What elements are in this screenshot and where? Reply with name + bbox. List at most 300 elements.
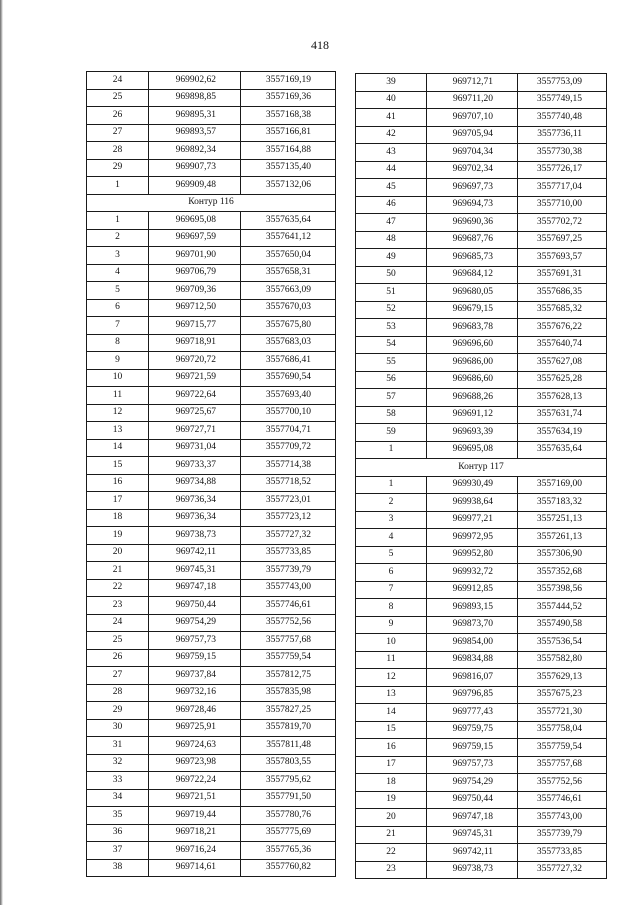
table-row — [87, 142, 336, 160]
table-row — [356, 319, 607, 337]
point-number-cell: 20 — [356, 809, 427, 827]
point-number-cell: 27 — [87, 124, 149, 142]
x-coordinate-cell: 969932,72 — [427, 564, 518, 582]
x-coordinate-cell: 969912,85 — [427, 581, 518, 599]
point-number-cell: 4 — [87, 264, 149, 282]
table-row — [87, 772, 336, 790]
contour-heading: Контур 116 — [87, 194, 336, 212]
table-row — [87, 439, 336, 457]
point-number-cell: 14 — [356, 704, 427, 722]
x-coordinate-cell: 969725,67 — [149, 404, 241, 422]
point-number-cell: 54 — [356, 336, 427, 354]
x-coordinate-cell: 969712,71 — [427, 74, 518, 92]
y-coordinate-cell: 3557536,54 — [518, 634, 607, 652]
table-row — [87, 334, 336, 352]
y-coordinate-cell: 3557700,10 — [241, 404, 336, 422]
y-coordinate-cell: 3557752,56 — [518, 774, 607, 792]
table-row — [356, 301, 607, 319]
x-coordinate-cell: 969750,44 — [149, 597, 241, 615]
y-coordinate-cell: 3557723,12 — [241, 509, 336, 527]
point-number-cell: 17 — [87, 492, 149, 510]
table-row — [87, 702, 336, 720]
x-coordinate-cell: 969738,73 — [427, 861, 518, 879]
x-coordinate-cell: 969720,72 — [149, 352, 241, 370]
point-number-cell: 23 — [87, 597, 149, 615]
table-row — [87, 89, 336, 107]
x-coordinate-cell: 969938,64 — [427, 494, 518, 512]
point-number-cell: 11 — [87, 387, 149, 405]
x-coordinate-cell: 969834,88 — [427, 651, 518, 669]
point-number-cell: 59 — [356, 424, 427, 442]
x-coordinate-cell: 969736,34 — [149, 492, 241, 510]
point-number-cell: 21 — [356, 826, 427, 844]
y-coordinate-cell: 3557627,08 — [518, 354, 607, 372]
table-row — [87, 282, 336, 300]
y-coordinate-cell: 3557352,68 — [518, 564, 607, 582]
table-row — [356, 739, 607, 757]
y-coordinate-cell: 3557733,85 — [518, 844, 607, 862]
x-coordinate-cell: 969757,73 — [427, 756, 518, 774]
y-coordinate-cell: 3557758,04 — [518, 721, 607, 739]
point-number-cell: 13 — [356, 686, 427, 704]
x-coordinate-cell: 969952,80 — [427, 546, 518, 564]
y-coordinate-cell: 3557261,13 — [518, 529, 607, 547]
y-coordinate-cell: 3557759,54 — [518, 739, 607, 757]
table-row — [356, 634, 607, 652]
x-coordinate-cell: 969909,48 — [149, 177, 241, 195]
y-coordinate-cell: 3557132,06 — [241, 177, 336, 195]
x-coordinate-cell: 969694,73 — [427, 196, 518, 214]
point-number-cell: 40 — [356, 91, 427, 109]
table-row — [87, 72, 336, 90]
table-row — [356, 599, 607, 617]
y-coordinate-cell: 3557835,98 — [241, 684, 336, 702]
x-coordinate-cell: 969685,73 — [427, 249, 518, 267]
table-row — [87, 457, 336, 475]
x-coordinate-cell: 969721,59 — [149, 369, 241, 387]
y-coordinate-cell: 3557183,32 — [518, 494, 607, 512]
y-coordinate-cell: 3557752,56 — [241, 614, 336, 632]
table-row — [87, 264, 336, 282]
point-number-cell: 29 — [87, 159, 149, 177]
point-number-cell: 2 — [356, 494, 427, 512]
table-row — [87, 859, 336, 877]
x-coordinate-cell: 969688,26 — [427, 389, 518, 407]
x-coordinate-cell: 969738,73 — [149, 527, 241, 545]
table-row — [87, 684, 336, 702]
point-number-cell: 5 — [356, 546, 427, 564]
x-coordinate-cell: 969719,44 — [149, 807, 241, 825]
point-number-cell: 22 — [356, 844, 427, 862]
x-coordinate-cell: 969712,50 — [149, 299, 241, 317]
y-coordinate-cell: 3557676,22 — [518, 319, 607, 337]
x-coordinate-cell: 969702,34 — [427, 161, 518, 179]
coordinates-table-left-body — [87, 72, 336, 877]
x-coordinate-cell: 969684,12 — [427, 266, 518, 284]
point-number-cell: 27 — [87, 667, 149, 685]
x-coordinate-cell: 969895,31 — [149, 107, 241, 125]
table-row — [356, 406, 607, 424]
point-number-cell: 10 — [356, 634, 427, 652]
table-row — [356, 826, 607, 844]
table-row — [87, 527, 336, 545]
y-coordinate-cell: 3557670,03 — [241, 299, 336, 317]
x-coordinate-cell: 969695,08 — [149, 212, 241, 230]
x-coordinate-cell: 969718,21 — [149, 824, 241, 842]
point-number-cell: 35 — [87, 807, 149, 825]
x-coordinate-cell: 969757,73 — [149, 632, 241, 650]
table-row — [356, 91, 607, 109]
table-row — [87, 544, 336, 562]
point-number-cell: 4 — [356, 529, 427, 547]
x-coordinate-cell: 969732,16 — [149, 684, 241, 702]
x-coordinate-cell: 969745,31 — [149, 562, 241, 580]
table-row — [356, 126, 607, 144]
y-coordinate-cell: 3557803,55 — [241, 754, 336, 772]
point-number-cell: 24 — [87, 614, 149, 632]
y-coordinate-cell: 3557675,23 — [518, 686, 607, 704]
point-number-cell: 31 — [87, 737, 149, 755]
x-coordinate-cell: 969759,15 — [149, 649, 241, 667]
point-number-cell: 58 — [356, 406, 427, 424]
coordinates-table-right-body — [356, 74, 607, 879]
point-number-cell: 19 — [87, 527, 149, 545]
point-number-cell: 13 — [87, 422, 149, 440]
x-coordinate-cell: 969854,00 — [427, 634, 518, 652]
y-coordinate-cell: 3557629,13 — [518, 669, 607, 687]
x-coordinate-cell: 969893,15 — [427, 599, 518, 617]
y-coordinate-cell: 3557683,03 — [241, 334, 336, 352]
point-number-cell: 10 — [87, 369, 149, 387]
table-row — [356, 354, 607, 372]
y-coordinate-cell: 3557306,90 — [518, 546, 607, 564]
table-row — [356, 231, 607, 249]
y-coordinate-cell: 3557780,76 — [241, 807, 336, 825]
y-coordinate-cell: 3557759,54 — [241, 649, 336, 667]
point-number-cell: 25 — [87, 632, 149, 650]
point-number-cell: 22 — [87, 579, 149, 597]
y-coordinate-cell: 3557444,52 — [518, 599, 607, 617]
x-coordinate-cell: 969687,76 — [427, 231, 518, 249]
point-number-cell: 2 — [87, 229, 149, 247]
point-number-cell: 47 — [356, 214, 427, 232]
table-row — [356, 161, 607, 179]
y-coordinate-cell: 3557811,48 — [241, 737, 336, 755]
point-number-cell: 36 — [87, 824, 149, 842]
point-number-cell: 9 — [87, 352, 149, 370]
table-row — [356, 74, 607, 92]
table-row — [356, 529, 607, 547]
y-coordinate-cell: 3557757,68 — [518, 756, 607, 774]
x-coordinate-cell: 969706,79 — [149, 264, 241, 282]
table-row — [87, 107, 336, 125]
y-coordinate-cell: 3557749,15 — [518, 91, 607, 109]
point-number-cell: 5 — [87, 282, 149, 300]
y-coordinate-cell: 3557740,48 — [518, 109, 607, 127]
table-row — [356, 109, 607, 127]
scan-edge — [0, 0, 3, 905]
x-coordinate-cell: 969704,34 — [427, 144, 518, 162]
point-number-cell: 12 — [356, 669, 427, 687]
page-number: 418 — [311, 38, 329, 52]
y-coordinate-cell: 3557743,00 — [518, 809, 607, 827]
x-coordinate-cell: 969892,34 — [149, 142, 241, 160]
y-coordinate-cell: 3557691,31 — [518, 266, 607, 284]
point-number-cell: 19 — [356, 791, 427, 809]
table-row — [87, 422, 336, 440]
table-row — [87, 387, 336, 405]
x-coordinate-cell: 969745,31 — [427, 826, 518, 844]
table-row — [87, 159, 336, 177]
table-row — [87, 177, 336, 195]
table-row — [87, 492, 336, 510]
table-row — [87, 719, 336, 737]
x-coordinate-cell: 969696,60 — [427, 336, 518, 354]
y-coordinate-cell: 3557746,61 — [241, 597, 336, 615]
table-row — [356, 861, 607, 879]
x-coordinate-cell: 969893,57 — [149, 124, 241, 142]
y-coordinate-cell: 3557640,74 — [518, 336, 607, 354]
table-row — [356, 791, 607, 809]
x-coordinate-cell: 969709,36 — [149, 282, 241, 300]
table-row — [87, 247, 336, 265]
point-number-cell: 48 — [356, 231, 427, 249]
x-coordinate-cell: 969747,18 — [427, 809, 518, 827]
table-row — [356, 511, 607, 529]
point-number-cell: 14 — [87, 439, 149, 457]
y-coordinate-cell: 3557717,04 — [518, 179, 607, 197]
y-coordinate-cell: 3557690,54 — [241, 369, 336, 387]
table-row — [356, 424, 607, 442]
y-coordinate-cell: 3557827,25 — [241, 702, 336, 720]
x-coordinate-cell: 969777,43 — [427, 704, 518, 722]
y-coordinate-cell: 3557723,01 — [241, 492, 336, 510]
table-row — [356, 756, 607, 774]
table-row — [87, 474, 336, 492]
x-coordinate-cell: 969695,08 — [427, 441, 518, 459]
y-coordinate-cell: 3557169,36 — [241, 89, 336, 107]
y-coordinate-cell: 3557718,52 — [241, 474, 336, 492]
y-coordinate-cell: 3557635,64 — [518, 441, 607, 459]
y-coordinate-cell: 3557743,00 — [241, 579, 336, 597]
point-number-cell: 24 — [87, 72, 149, 90]
point-number-cell: 57 — [356, 389, 427, 407]
point-number-cell: 11 — [356, 651, 427, 669]
x-coordinate-cell: 969972,95 — [427, 529, 518, 547]
point-number-cell: 25 — [87, 89, 149, 107]
table-row — [87, 124, 336, 142]
table-row — [356, 494, 607, 512]
table-row — [87, 842, 336, 860]
y-coordinate-cell: 3557490,58 — [518, 616, 607, 634]
y-coordinate-cell: 3557697,25 — [518, 231, 607, 249]
table-row — [87, 404, 336, 422]
x-coordinate-cell: 969690,36 — [427, 214, 518, 232]
x-coordinate-cell: 969722,24 — [149, 772, 241, 790]
table-row — [87, 632, 336, 650]
point-number-cell: 17 — [356, 756, 427, 774]
x-coordinate-cell: 969733,37 — [149, 457, 241, 475]
y-coordinate-cell: 3557658,31 — [241, 264, 336, 282]
point-number-cell: 43 — [356, 144, 427, 162]
x-coordinate-cell: 969731,04 — [149, 439, 241, 457]
point-number-cell: 18 — [356, 774, 427, 792]
point-number-cell: 8 — [356, 599, 427, 617]
x-coordinate-cell: 969721,51 — [149, 789, 241, 807]
y-coordinate-cell: 3557635,64 — [241, 212, 336, 230]
table-row — [87, 614, 336, 632]
y-coordinate-cell: 3557812,75 — [241, 667, 336, 685]
y-coordinate-cell: 3557727,32 — [241, 527, 336, 545]
point-number-cell: 52 — [356, 301, 427, 319]
table-row — [87, 562, 336, 580]
point-number-cell: 15 — [356, 721, 427, 739]
y-coordinate-cell: 3557704,71 — [241, 422, 336, 440]
contour-heading: Контур 117 — [356, 459, 607, 477]
coordinates-table-left — [86, 71, 336, 877]
y-coordinate-cell: 3557582,80 — [518, 651, 607, 669]
y-coordinate-cell: 3557702,72 — [518, 214, 607, 232]
point-number-cell: 51 — [356, 284, 427, 302]
y-coordinate-cell: 3557693,40 — [241, 387, 336, 405]
x-coordinate-cell: 969742,11 — [149, 544, 241, 562]
table-row — [87, 597, 336, 615]
table-row — [356, 476, 607, 494]
point-number-cell: 9 — [356, 616, 427, 634]
point-number-cell: 46 — [356, 196, 427, 214]
y-coordinate-cell: 3557765,36 — [241, 842, 336, 860]
table-row — [356, 564, 607, 582]
point-number-cell: 1 — [87, 177, 149, 195]
point-number-cell: 7 — [356, 581, 427, 599]
x-coordinate-cell: 969701,90 — [149, 247, 241, 265]
y-coordinate-cell: 3557169,19 — [241, 72, 336, 90]
y-coordinate-cell: 3557714,38 — [241, 457, 336, 475]
table-row — [356, 651, 607, 669]
x-coordinate-cell: 969754,29 — [149, 614, 241, 632]
x-coordinate-cell: 969759,15 — [427, 739, 518, 757]
point-number-cell: 37 — [87, 842, 149, 860]
x-coordinate-cell: 969742,11 — [427, 844, 518, 862]
y-coordinate-cell: 3557757,68 — [241, 632, 336, 650]
point-number-cell: 55 — [356, 354, 427, 372]
table-row — [356, 774, 607, 792]
table-row — [87, 649, 336, 667]
x-coordinate-cell: 969707,10 — [427, 109, 518, 127]
x-coordinate-cell: 969725,91 — [149, 719, 241, 737]
point-number-cell: 29 — [87, 702, 149, 720]
point-number-cell: 28 — [87, 684, 149, 702]
table-row — [356, 721, 607, 739]
point-number-cell: 15 — [87, 457, 149, 475]
x-coordinate-cell: 969693,39 — [427, 424, 518, 442]
y-coordinate-cell: 3557685,32 — [518, 301, 607, 319]
y-coordinate-cell: 3557739,79 — [518, 826, 607, 844]
y-coordinate-cell: 3557166,81 — [241, 124, 336, 142]
x-coordinate-cell: 969680,05 — [427, 284, 518, 302]
point-number-cell: 38 — [87, 859, 149, 877]
table-row — [356, 809, 607, 827]
x-coordinate-cell: 969750,44 — [427, 791, 518, 809]
table-row — [87, 824, 336, 842]
x-coordinate-cell: 969873,70 — [427, 616, 518, 634]
y-coordinate-cell: 3557709,72 — [241, 439, 336, 457]
table-row — [356, 546, 607, 564]
x-coordinate-cell: 969683,78 — [427, 319, 518, 337]
y-coordinate-cell: 3557693,57 — [518, 249, 607, 267]
point-number-cell: 21 — [87, 562, 149, 580]
point-number-cell: 6 — [87, 299, 149, 317]
table-row — [87, 789, 336, 807]
y-coordinate-cell: 3557675,80 — [241, 317, 336, 335]
table-row — [87, 754, 336, 772]
table-row — [356, 389, 607, 407]
point-number-cell: 3 — [87, 247, 149, 265]
table-row — [87, 737, 336, 755]
point-number-cell: 26 — [87, 107, 149, 125]
y-coordinate-cell: 3557727,32 — [518, 861, 607, 879]
table-row — [87, 352, 336, 370]
x-coordinate-cell: 969728,46 — [149, 702, 241, 720]
y-coordinate-cell: 3557686,41 — [241, 352, 336, 370]
y-coordinate-cell: 3557634,19 — [518, 424, 607, 442]
table-row — [87, 229, 336, 247]
x-coordinate-cell: 969747,18 — [149, 579, 241, 597]
y-coordinate-cell: 3557164,88 — [241, 142, 336, 160]
point-number-cell: 49 — [356, 249, 427, 267]
x-coordinate-cell: 969715,77 — [149, 317, 241, 335]
point-number-cell: 16 — [87, 474, 149, 492]
y-coordinate-cell: 3557739,79 — [241, 562, 336, 580]
y-coordinate-cell: 3557775,69 — [241, 824, 336, 842]
table-row — [87, 807, 336, 825]
y-coordinate-cell: 3557733,85 — [241, 544, 336, 562]
point-number-cell: 20 — [87, 544, 149, 562]
x-coordinate-cell: 969686,60 — [427, 371, 518, 389]
table-row — [356, 179, 607, 197]
y-coordinate-cell: 3557168,38 — [241, 107, 336, 125]
y-coordinate-cell: 3557730,38 — [518, 144, 607, 162]
x-coordinate-cell: 969816,07 — [427, 669, 518, 687]
point-number-cell: 42 — [356, 126, 427, 144]
table-row — [356, 669, 607, 687]
point-number-cell: 12 — [87, 404, 149, 422]
x-coordinate-cell: 969697,59 — [149, 229, 241, 247]
point-number-cell: 50 — [356, 266, 427, 284]
table-row — [356, 266, 607, 284]
x-coordinate-cell: 969722,64 — [149, 387, 241, 405]
x-coordinate-cell: 969907,73 — [149, 159, 241, 177]
y-coordinate-cell: 3557726,17 — [518, 161, 607, 179]
table-row — [356, 616, 607, 634]
y-coordinate-cell: 3557641,12 — [241, 229, 336, 247]
point-number-cell: 1 — [356, 476, 427, 494]
x-coordinate-cell: 969679,15 — [427, 301, 518, 319]
point-number-cell: 3 — [356, 511, 427, 529]
y-coordinate-cell: 3557628,13 — [518, 389, 607, 407]
table-row — [356, 371, 607, 389]
table-row — [87, 212, 336, 230]
y-coordinate-cell: 3557746,61 — [518, 791, 607, 809]
y-coordinate-cell: 3557686,35 — [518, 284, 607, 302]
x-coordinate-cell: 969686,00 — [427, 354, 518, 372]
table-row — [356, 196, 607, 214]
point-number-cell: 41 — [356, 109, 427, 127]
point-number-cell: 53 — [356, 319, 427, 337]
x-coordinate-cell: 969697,73 — [427, 179, 518, 197]
y-coordinate-cell: 3557753,09 — [518, 74, 607, 92]
x-coordinate-cell: 969716,24 — [149, 842, 241, 860]
